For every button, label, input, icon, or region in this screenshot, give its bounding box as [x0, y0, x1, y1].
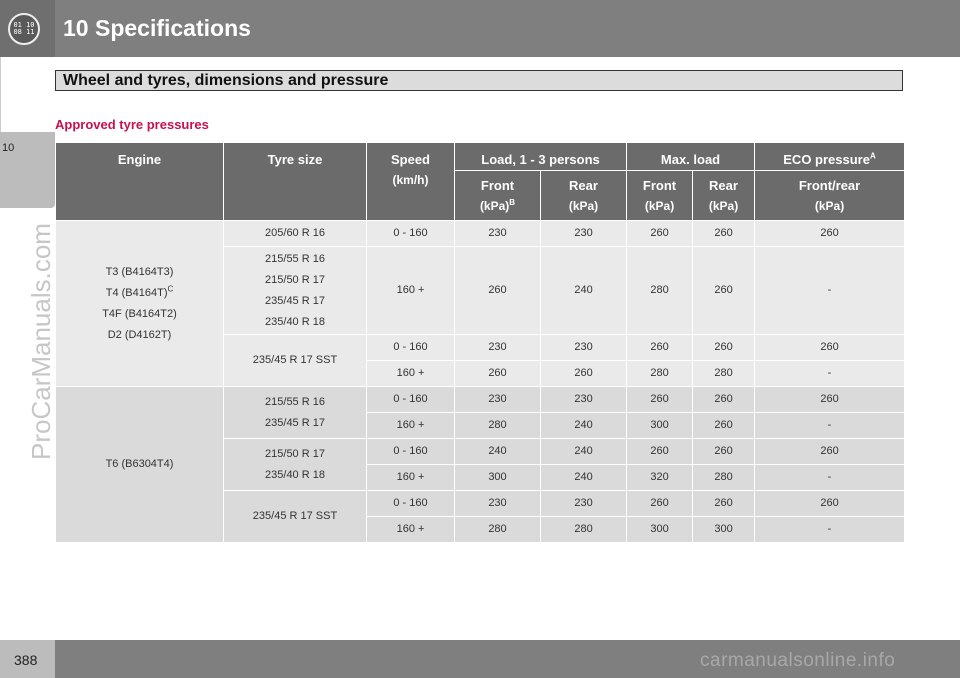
load-rear-cell: 230 [541, 387, 627, 413]
eco-cell: 260 [755, 491, 905, 517]
max-front-cell: 300 [627, 413, 693, 439]
header-max-front [627, 171, 693, 221]
tyre-size-label: 235/45 R 17 SST [252, 354, 338, 366]
header-front-label: Front [642, 178, 677, 193]
load-front-cell: 230 [455, 335, 541, 361]
header-rear-label: Rear [569, 178, 598, 193]
engine-label-wrap [58, 283, 221, 304]
tyre-size-cell [224, 491, 367, 543]
max-rear-cell: 260 [693, 387, 755, 413]
chapter-icon [8, 13, 40, 45]
max-front-cell: 260 [627, 439, 693, 465]
tyre-size-cell [224, 439, 367, 491]
tyre-size-cell [224, 335, 367, 387]
max-front-cell: 260 [627, 491, 693, 517]
max-rear-cell: 260 [693, 247, 755, 335]
chapter-icon-line: 08 11 [13, 28, 35, 36]
eco-cell: - [755, 247, 905, 335]
max-front-cell: 280 [627, 361, 693, 387]
header-kpa-b-sup: B [509, 198, 516, 207]
header-eco-sup: A [869, 151, 876, 161]
tyre-size-cell [224, 387, 367, 439]
chapter-icon-line: 01 10 [13, 21, 35, 29]
engine-label: T4F (B4164T2) [102, 307, 177, 320]
header-speed [367, 143, 455, 221]
speed-cell: 160 + [367, 361, 455, 387]
header-kpa-label: (kPa) [568, 199, 599, 213]
load-rear-cell: 230 [541, 335, 627, 361]
header-engine: Engine [56, 143, 224, 221]
load-rear-cell: 230 [541, 491, 627, 517]
speed-cell: 0 - 160 [367, 221, 455, 247]
max-rear-cell: 260 [693, 335, 755, 361]
header-speed-label: Speed [390, 152, 430, 167]
max-front-cell: 260 [627, 221, 693, 247]
load-front-cell: 240 [455, 439, 541, 465]
max-front-cell: 300 [627, 517, 693, 543]
table-row [56, 387, 905, 413]
tyre-size-label: 235/40 R 18 [265, 468, 325, 481]
tyre-size-label: 205/60 R 16 [265, 227, 325, 239]
header-max-rear [693, 171, 755, 221]
engine-sup: C [167, 283, 174, 293]
header-front-label: Front [480, 178, 515, 193]
tyre-size-cell [224, 221, 367, 247]
speed-cell: 0 - 160 [367, 387, 455, 413]
eco-cell: 260 [755, 221, 905, 247]
header-eco-group [755, 143, 905, 171]
tyre-size-label: 215/50 R 17 [265, 273, 325, 286]
header-eco-label: ECO pressure [783, 152, 870, 167]
tyre-size-label: 215/50 R 17 [265, 447, 325, 460]
load-rear-cell: 260 [541, 361, 627, 387]
load-rear-cell: 240 [541, 439, 627, 465]
speed-cell: 160 + [367, 465, 455, 491]
tyre-size-label: 235/45 R 17 [265, 416, 325, 429]
watermark-vertical: ProCarManuals.com [26, 223, 56, 460]
max-rear-cell: 300 [693, 517, 755, 543]
header-eco-front-rear [755, 171, 905, 221]
load-rear-cell: 240 [541, 413, 627, 439]
load-rear-cell: 240 [541, 247, 627, 335]
tyre-size-label: 215/55 R 16 [265, 252, 325, 265]
max-front-cell: 260 [627, 335, 693, 361]
header-rear-label: Rear [709, 178, 738, 193]
load-front-cell: 230 [455, 491, 541, 517]
tyre-size-label: 215/55 R 16 [265, 395, 325, 408]
max-rear-cell: 280 [693, 361, 755, 387]
header-load-front [455, 171, 541, 221]
tyre-size-label: 235/45 R 17 [265, 294, 325, 307]
eco-cell: - [755, 465, 905, 491]
engine-label: T4 (B4164T) [105, 286, 168, 299]
load-front-cell: 280 [455, 413, 541, 439]
load-rear-cell: 280 [541, 517, 627, 543]
header-max-group: Max. load [627, 143, 755, 171]
load-rear-cell: 240 [541, 465, 627, 491]
load-front-cell: 230 [455, 221, 541, 247]
max-rear-cell: 260 [693, 221, 755, 247]
max-rear-cell: 260 [693, 439, 755, 465]
engine-label: T6 (B6304T4) [105, 458, 174, 470]
header-kpa-label: (kPa) [708, 199, 739, 213]
load-front-cell: 300 [455, 465, 541, 491]
eco-cell: 260 [755, 335, 905, 361]
load-front-cell: 260 [455, 361, 541, 387]
tyre-size-cell [224, 247, 367, 335]
header-front-rear-label: Front/rear [798, 178, 861, 193]
load-front-cell: 230 [455, 387, 541, 413]
eco-cell: - [755, 413, 905, 439]
chapter-title: 10 Specifications [63, 15, 251, 41]
speed-cell: 0 - 160 [367, 335, 455, 361]
tyre-pressure-table [55, 142, 905, 543]
speed-cell: 0 - 160 [367, 439, 455, 465]
engine-cell [56, 221, 224, 387]
footer-watermark: carmanualsonline.info [700, 650, 896, 671]
header-speed-unit: (km/h) [392, 173, 429, 187]
max-front-cell: 260 [627, 387, 693, 413]
max-rear-cell: 260 [693, 413, 755, 439]
table-subtitle: Approved tyre pressures [55, 117, 209, 132]
speed-cell: 160 + [367, 517, 455, 543]
eco-cell: 260 [755, 439, 905, 465]
eco-cell: - [755, 517, 905, 543]
header-kpa-label: (kPa) [479, 199, 510, 213]
load-rear-cell: 230 [541, 221, 627, 247]
header-kpa-label: (kPa) [644, 199, 675, 213]
load-front-cell: 280 [455, 517, 541, 543]
page-number: 388 [14, 652, 38, 668]
engine-cell [56, 387, 224, 543]
eco-cell: - [755, 361, 905, 387]
header-load-group: Load, 1 - 3 persons [455, 143, 627, 171]
max-rear-cell: 260 [693, 491, 755, 517]
header-load-rear [541, 171, 627, 221]
speed-cell: 160 + [367, 247, 455, 335]
max-front-cell: 280 [627, 247, 693, 335]
section-title: Wheel and tyres, dimensions and pressure [63, 72, 389, 89]
speed-cell: 0 - 160 [367, 491, 455, 517]
tyre-size-label: 235/45 R 17 SST [252, 510, 338, 522]
eco-cell: 260 [755, 387, 905, 413]
speed-cell: 160 + [367, 413, 455, 439]
engine-label: D2 (D4162T) [107, 328, 172, 341]
side-tab-number: 10 [2, 142, 15, 154]
max-front-cell: 320 [627, 465, 693, 491]
max-rear-cell: 280 [693, 465, 755, 491]
header-kpa-b [457, 196, 538, 217]
tyre-size-label: 235/40 R 18 [265, 315, 325, 328]
header-kpa-label: (kPa) [814, 199, 845, 213]
header-tyre-size: Tyre size [224, 143, 367, 221]
table-row [56, 221, 905, 247]
load-front-cell: 260 [455, 247, 541, 335]
engine-label: T3 (B4164T3) [105, 265, 174, 278]
